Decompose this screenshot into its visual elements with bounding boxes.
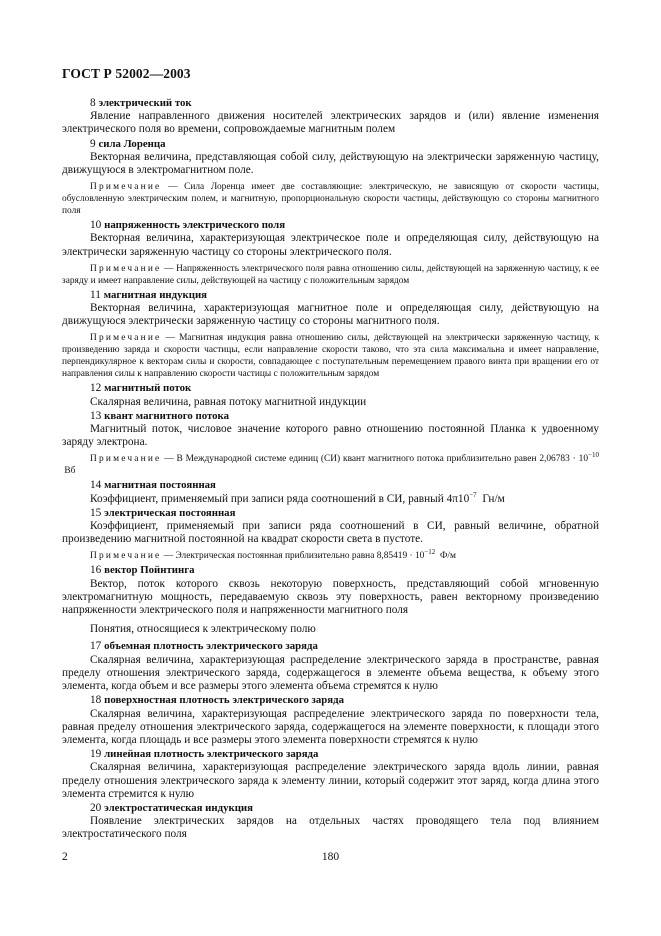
term-number: 17 <box>90 640 102 653</box>
term-title: электростатическая индукция <box>104 801 253 814</box>
term-number: 16 <box>90 564 102 577</box>
document-body <box>62 96 599 842</box>
term-title: магнитный поток <box>104 382 192 395</box>
term-heading <box>62 479 599 492</box>
standard-header: ГОСТ Р 52002—2003 <box>62 66 191 81</box>
term-note <box>62 263 599 287</box>
term-heading <box>62 694 599 707</box>
unit: Гн/м <box>476 492 505 505</box>
term-heading <box>62 748 599 761</box>
term-heading <box>62 640 599 653</box>
term-number: 19 <box>90 748 102 761</box>
term-definition: Векторная величина, характеризующая электрическое поле и определяющая силу, действующую на электрически заряженную частицу со стороны электрического поля. <box>62 232 599 258</box>
term-definition: Скалярная величина, характеризующая распределение электрического заряда в пространстве, равная пределу отношения электрического заряда, содержащегося в элементе объема вещества, к объему этого элемента, когда объем и все размеры этого элемента объема стремятся к нулю <box>62 653 599 693</box>
term-title: электрическая постоянная <box>104 506 236 519</box>
note-label: Примечание <box>90 333 162 344</box>
term-number: 8 <box>90 97 96 109</box>
term-definition: Вектор, поток которого сквозь некоторую поверхность, представляющий собой мгновенную электромагнитную мощность, передаваемую сквозь эту поверхность, равен векторному произведению напряженности электрического поля и напряженности магнитного поля <box>62 577 599 617</box>
term-title: линейная плотность электрического заряда <box>104 748 319 761</box>
term-note <box>62 453 599 477</box>
term-number: 15 <box>90 506 102 519</box>
term-title: поверхностная плотность электрического заряда <box>104 694 344 707</box>
page-number-left: 2 <box>62 851 68 863</box>
term-number: 12 <box>90 382 102 395</box>
term-title: вектор Пойнтинга <box>104 564 195 577</box>
section-subheading: Понятия, относящиеся к электрическому полю <box>90 623 316 636</box>
term-heading <box>62 507 599 520</box>
definition-text: Коэффициент, применяемый при записи ряда соотношений в СИ, равный 4π10 <box>90 492 470 505</box>
unit: Ф/м <box>435 551 456 562</box>
term-heading <box>62 219 599 232</box>
term-title: напряженность электрического поля <box>104 219 286 232</box>
term-definition: Скалярная величина, равная потоку магнитной индукции <box>90 395 367 408</box>
term-heading <box>62 382 599 395</box>
note-text: — Напряженность электрического поля равна отношению силы, действующей на заряженную частицу, к ее заряду и имеет направление силы, действующей на частицу с положительным зарядом <box>62 263 599 286</box>
note-label: Примечание <box>90 182 162 193</box>
term-title: сила Лоренца <box>98 137 166 150</box>
term-definition: Появление электрических зарядов на отдельных частях проводящего тела под влиянием электростатического поля <box>62 815 599 841</box>
note-text: — Магнитная индукция равна отношению силы, действующей на электрически заряженную частицу, к произведению заряда и скорости частицы, если направление скорости таково, что эта сила максимальна и имеет направление, перпендикулярное к векторам силы и скорости, совпадающее с поступательным перемещением правого винта при вращении его от направления силы к направлению скорости частицы с положительным зарядом <box>62 333 599 380</box>
term-heading <box>62 802 599 815</box>
term-heading <box>62 138 599 151</box>
note-text: — Электрическая постоянная приблизительно равна 8,85419 · 10 <box>163 551 425 562</box>
unit: Вб <box>62 466 76 477</box>
term-number: 18 <box>90 694 102 707</box>
note-text: — В Международной системе единиц (СИ) квант магнитного потока приблизительно равен 2,06783 · 10 <box>164 454 589 465</box>
term-number: 20 <box>90 801 102 814</box>
term-number: 14 <box>90 479 102 492</box>
term-title: квант магнитного потока <box>104 409 229 422</box>
term-note <box>62 181 599 217</box>
term-number: 11 <box>90 288 101 301</box>
term-number: 13 <box>90 409 102 422</box>
term-heading <box>62 410 599 423</box>
term-definition: Явление направленного движения носителей электрических зарядов и (или) явление изменения электрического поля во времени, сопровождаемые магнитным полем <box>62 110 599 136</box>
term-note <box>62 550 599 562</box>
exponent: −12 <box>424 548 436 557</box>
term-heading <box>62 564 599 577</box>
exponent: −7 <box>469 490 477 499</box>
term-note <box>62 332 599 380</box>
term-number: 10 <box>90 219 102 232</box>
term-title: магнитная индукция <box>103 288 208 301</box>
term-definition: Коэффициент, применяемый при записи ряда соотношений в СИ, равный величине, обратной произведению магнитной постоянной на квадрат скорости света в пустоте. <box>62 520 599 546</box>
term-definition: Магнитный поток, числовое значение которого равно отношению постоянной Планка к удвоенному заряду электрона. <box>62 423 599 449</box>
term-title: магнитная постоянная <box>104 479 216 492</box>
term-heading <box>62 97 599 110</box>
term-definition: Скалярная величина, характеризующая распределение электрического заряда по поверхности тела, равная пределу отношения электрического заряда, содержащегося на элементе поверхности, к площади этого элемента, когда площадь и все размеры этого элемента поверхности стремятся к нулю <box>62 707 599 746</box>
term-number: 9 <box>90 137 96 150</box>
page-number-center: 180 <box>321 851 340 863</box>
note-label: Примечание <box>90 551 162 562</box>
term-definition: Скалярная величина, характеризующая распределение электрического заряда вдоль линии, равная пределу отношения электрического заряда к элементу линии, который содержит этот заряд, когда длина этого элемента стремится к нулю <box>62 761 599 800</box>
note-label: Примечание <box>90 454 162 465</box>
note-text: — Сила Лоренца имеет две составляющие: электрическую, не зависящую от скорости частицы, обусловленную электрическим полем, и магнитную, пропорциональную скорости частицы, действующую со стороны магнитного поля <box>62 182 599 217</box>
term-definition: Векторная величина, представляющая собой силу, действующую на электрически заряженную частицу, движущуюся в электромагнитном поле. <box>62 150 599 177</box>
term-title: объемная плотность электрического заряда <box>104 640 318 653</box>
term-heading <box>62 289 599 302</box>
term-definition <box>62 490 599 506</box>
note-label: Примечание <box>90 263 162 274</box>
exponent: −10 <box>588 451 599 460</box>
term-definition: Векторная величина, характеризующая магнитное поле и определяющая силу, действующую на движущуюся электрически заряженную частицу со стороны магнитного поля. <box>62 302 599 328</box>
term-title: электрический ток <box>98 97 192 109</box>
